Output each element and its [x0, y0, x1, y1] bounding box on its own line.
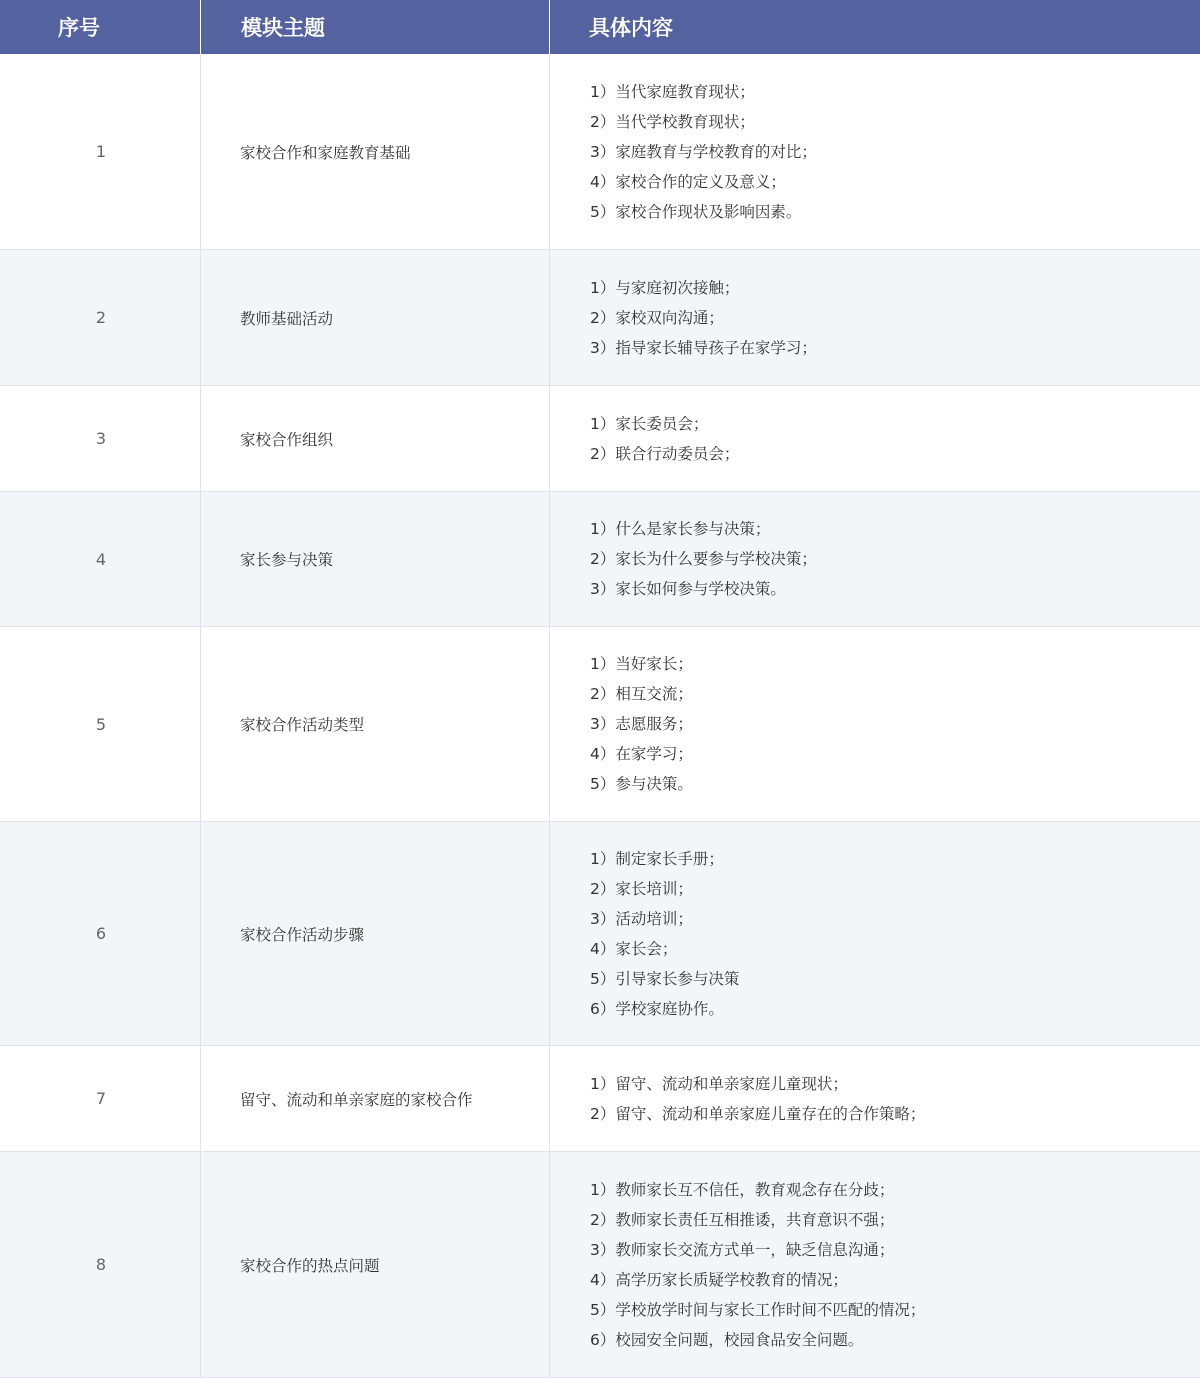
table-row — [0, 54, 1200, 250]
content-item: 1）家长委员会； — [590, 414, 709, 433]
content-item: 5）引导家长参与决策 — [590, 969, 740, 988]
content-item: 3）志愿服务； — [590, 715, 693, 733]
content-item: 4）家长会； — [590, 939, 678, 958]
row-index: 4 — [0, 492, 201, 626]
content-item: 1）当代家庭教育现状； — [590, 82, 755, 101]
content-item: 1）与家庭初次接触； — [590, 278, 740, 297]
row-topic: 家校合作组织 — [201, 386, 550, 491]
content-item: 1）什么是家长参与决策； — [590, 520, 771, 538]
row-content — [550, 1152, 1200, 1377]
table-row — [0, 627, 1200, 822]
row-content — [550, 1046, 1200, 1151]
content-item: 2）家长培训； — [590, 879, 693, 898]
content-item: 1）教师家长互不信任，教育观念存在分歧； — [590, 1180, 895, 1199]
row-index: 5 — [0, 627, 201, 821]
content-item: 6）校园安全问题，校园食品安全问题。 — [590, 1330, 864, 1349]
row-content — [550, 822, 1200, 1045]
header-content: 具体内容 — [589, 16, 673, 40]
table-row — [0, 822, 1200, 1046]
content-item: 3）家庭教育与学校教育的对比； — [590, 142, 817, 161]
content-item: 1）制定家长手册； — [590, 849, 724, 868]
row-index: 3 — [0, 386, 201, 491]
table-body — [0, 54, 1200, 1378]
row-index: 2 — [0, 250, 201, 385]
row-index: 1 — [0, 54, 201, 249]
row-content — [550, 386, 1200, 491]
row-topic: 家校合作和家庭教育基础 — [201, 54, 550, 249]
content-item: 1）留守、流动和单亲家庭儿童现状； — [590, 1074, 848, 1093]
table-row — [0, 250, 1200, 386]
content-item: 4）高学历家长质疑学校教育的情况； — [590, 1270, 848, 1289]
row-index: 6 — [0, 822, 201, 1045]
content-item: 5）参与决策。 — [590, 775, 693, 793]
content-item: 2）当代学校教育现状； — [590, 112, 755, 131]
row-topic: 留守、流动和单亲家庭的家校合作 — [201, 1046, 550, 1151]
row-topic: 家校合作活动类型 — [201, 627, 550, 821]
content-item: 2）教师家长责任互相推诿，共育意识不强； — [590, 1210, 895, 1229]
row-content — [550, 250, 1200, 385]
content-item: 4）在家学习； — [590, 745, 693, 763]
content-item: 2）联合行动委员会； — [590, 444, 740, 463]
header-topic: 模块主题 — [201, 0, 550, 54]
table-row — [0, 1152, 1200, 1378]
row-content — [550, 627, 1200, 821]
table-row — [0, 492, 1200, 627]
content-item: 3）指导家长辅导孩子在家学习； — [590, 338, 817, 357]
content-item: 4）家校合作的定义及意义； — [590, 172, 786, 191]
content-item: 3）活动培训； — [590, 909, 693, 928]
table-header — [0, 0, 1200, 54]
row-index: 7 — [0, 1046, 201, 1151]
table-row — [0, 1046, 1200, 1152]
row-topic: 家校合作的热点问题 — [201, 1152, 550, 1377]
content-item: 6）学校家庭协作。 — [590, 999, 724, 1018]
header-index: 序号 — [0, 0, 201, 54]
table-row — [0, 386, 1200, 492]
content-item: 3）教师家长交流方式单一，缺乏信息沟通； — [590, 1240, 895, 1259]
row-index: 8 — [0, 1152, 201, 1377]
content-item: 2）家校双向沟通； — [590, 308, 724, 327]
row-topic: 家长参与决策 — [201, 492, 550, 626]
content-item: 2）家长为什么要参与学校决策； — [590, 550, 817, 568]
row-content — [550, 492, 1200, 626]
content-item: 2）相互交流； — [590, 685, 693, 703]
content-item: 1）当好家长； — [590, 655, 693, 673]
row-content — [550, 54, 1200, 249]
row-topic: 家校合作活动步骤 — [201, 822, 550, 1045]
content-item: 5）家校合作现状及影响因素。 — [590, 202, 802, 221]
content-item: 2）留守、流动和单亲家庭儿童存在的合作策略； — [590, 1104, 926, 1123]
row-topic: 教师基础活动 — [201, 250, 550, 385]
content-item: 5）学校放学时间与家长工作时间不匹配的情况； — [590, 1300, 926, 1319]
content-item: 3）家长如何参与学校决策。 — [590, 580, 786, 598]
